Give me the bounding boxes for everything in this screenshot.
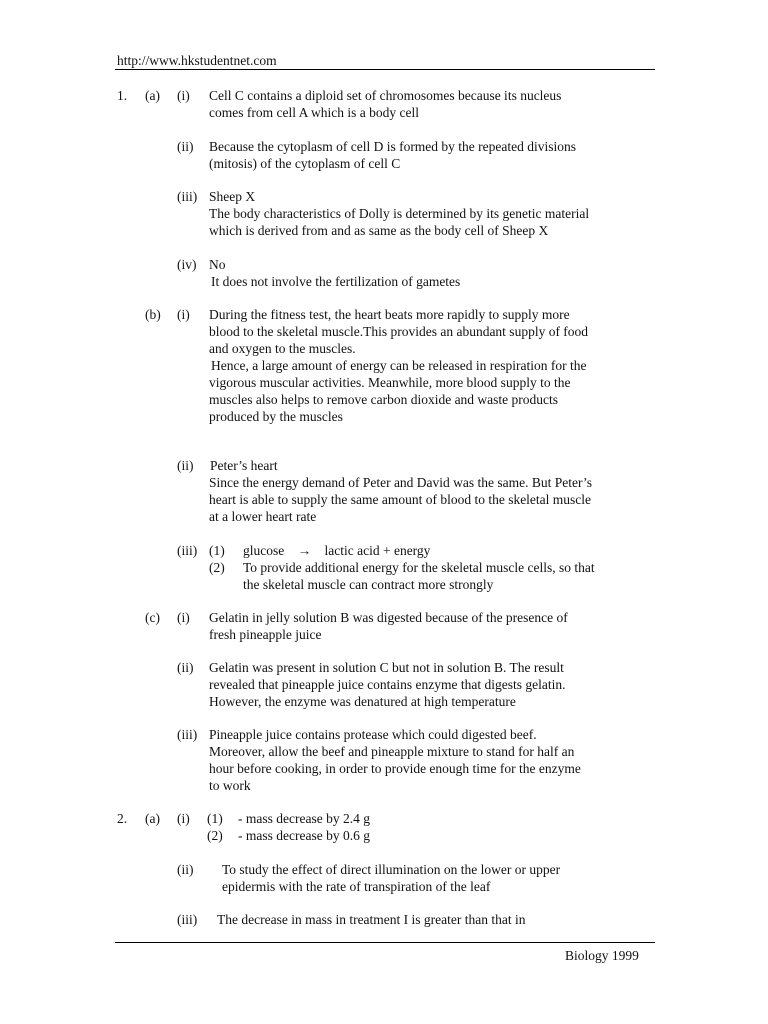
text-line: During the fitness test, the heart beats more rapidly to supply more: [209, 307, 570, 322]
text-line: Pineapple juice contains protease which could digested beef.: [209, 727, 537, 742]
item-label-2a-i-2: (2): [207, 828, 223, 843]
part-label-1b: (b): [145, 307, 161, 322]
answer-1b-i: [209, 306, 588, 425]
footer-rule: [115, 942, 655, 943]
question-number-2: 2.: [117, 811, 128, 826]
sub-label-1b-i: (i): [177, 307, 190, 322]
text-line: epidermis with the rate of transpiration of the leaf: [222, 879, 491, 894]
text-line: However, the enzyme was denatured at high temperature: [209, 694, 516, 709]
answer-1b-ii: [209, 457, 592, 525]
sub-label-1a-i: (i): [177, 88, 190, 103]
answer-1a-iii: [209, 188, 589, 239]
item-label-1b-iii-1: (1): [209, 543, 225, 558]
arrow-icon: →: [297, 543, 312, 558]
answer-1a-ii: [209, 138, 576, 172]
sub-label-2a-i: (i): [177, 811, 190, 826]
item-label-2a-i-1: (1): [207, 811, 223, 826]
equation-product: lactic acid + energy: [324, 543, 431, 558]
text-line: comes from cell A which is a body cell: [209, 105, 419, 120]
text-line: Hence, a large amount of energy can be released in respiration for the: [211, 358, 587, 373]
answer-1a-i: [209, 87, 561, 121]
text-line: The body characteristics of Dolly is determined by its genetic material: [209, 206, 590, 221]
text-line: Moreover, allow the beef and pineapple mixture to stand for half an: [209, 744, 575, 759]
sub-label-1c-ii: (ii): [177, 660, 194, 675]
answer-2a-ii: [222, 861, 560, 895]
text-line: No: [209, 257, 226, 272]
sub-label-1a-iii: (iii): [177, 189, 198, 204]
sub-label-2a-iii: (iii): [177, 912, 198, 927]
item-label-1b-iii-2: (2): [209, 560, 225, 575]
answer-1a-iv: [209, 256, 460, 290]
text-line: and oxygen to the muscles.: [209, 341, 356, 356]
answer-2a-i-2: - mass decrease by 0.6 g: [238, 828, 370, 843]
text-line: To study the effect of direct illumination on the lower or upper: [222, 862, 561, 877]
sub-label-1b-iii: (iii): [177, 543, 198, 558]
text-line: Sheep X: [209, 189, 256, 204]
sub-label-1b-ii: (ii): [177, 458, 194, 473]
header-rule: [115, 69, 655, 70]
answer-2a-i-1: - mass decrease by 2.4 g: [238, 811, 370, 826]
text-line: Because the cytoplasm of cell D is formed by the repeated divisions: [209, 139, 577, 154]
text-line: vigorous muscular activities. Meanwhile, more blood supply to the: [209, 375, 571, 390]
page-header-url: http://www.hkstudentnet.com: [117, 53, 277, 68]
text-line: to work: [209, 778, 251, 793]
text-line: It does not involve the fertilization of gametes: [211, 274, 461, 289]
text-line: Cell C contains a diploid set of chromosomes because its nucleus: [209, 88, 562, 103]
answer-1c-i: [209, 609, 568, 643]
question-number-1: 1.: [117, 88, 128, 103]
text-line: hour before cooking, in order to provide enough time for the enzyme: [209, 761, 581, 776]
text-line: Gelatin was present in solution C but not in solution B. The result: [209, 660, 564, 675]
text-line: produced by the muscles: [209, 409, 343, 424]
text-line: muscles also helps to remove carbon dioxide and waste products: [209, 392, 559, 407]
page-footer-label: Biology 1999: [565, 948, 639, 963]
equation-reactant: glucose: [243, 543, 285, 558]
text-line: which is derived from and as same as the body cell of Sheep X: [209, 223, 549, 238]
text-line: at a lower heart rate: [209, 509, 317, 524]
sub-label-1a-ii: (ii): [177, 139, 194, 154]
answer-1c-iii: [209, 726, 581, 794]
part-label-2a: (a): [145, 811, 160, 826]
text-line: Since the energy demand of Peter and David was the same. But Peter’s: [209, 475, 593, 490]
sub-label-1c-iii: (iii): [177, 727, 198, 742]
text-line: heart is able to supply the same amount of blood to the skeletal muscle: [209, 492, 592, 507]
sub-label-2a-ii: (ii): [177, 862, 194, 877]
text-line: The decrease in mass in treatment I is greater than that in: [217, 912, 526, 927]
text-line: Gelatin in jelly solution B was digested because of the presence of: [209, 610, 568, 625]
part-label-1a: (a): [145, 88, 160, 103]
text-line: fresh pineapple juice: [209, 627, 322, 642]
answer-2a-iii: [217, 911, 526, 928]
text-line: revealed that pineapple juice contains enzyme that digests gelatin.: [209, 677, 566, 692]
answer-1b-iii-2: [243, 559, 595, 593]
answer-1c-ii: [209, 659, 566, 710]
sub-label-1a-iv: (iv): [177, 257, 197, 272]
equation-1b-iii-1: [243, 542, 430, 559]
text-line: Peter’s heart: [210, 458, 278, 473]
text-line: (mitosis) of the cytoplasm of cell C: [209, 156, 401, 171]
text-line: To provide additional energy for the skeletal muscle cells, so that: [243, 560, 595, 575]
part-label-1c: (c): [145, 610, 160, 625]
text-line: blood to the skeletal muscle.This provides an abundant supply of food: [209, 324, 589, 339]
text-line: the skeletal muscle can contract more strongly: [243, 577, 494, 592]
sub-label-1c-i: (i): [177, 610, 190, 625]
